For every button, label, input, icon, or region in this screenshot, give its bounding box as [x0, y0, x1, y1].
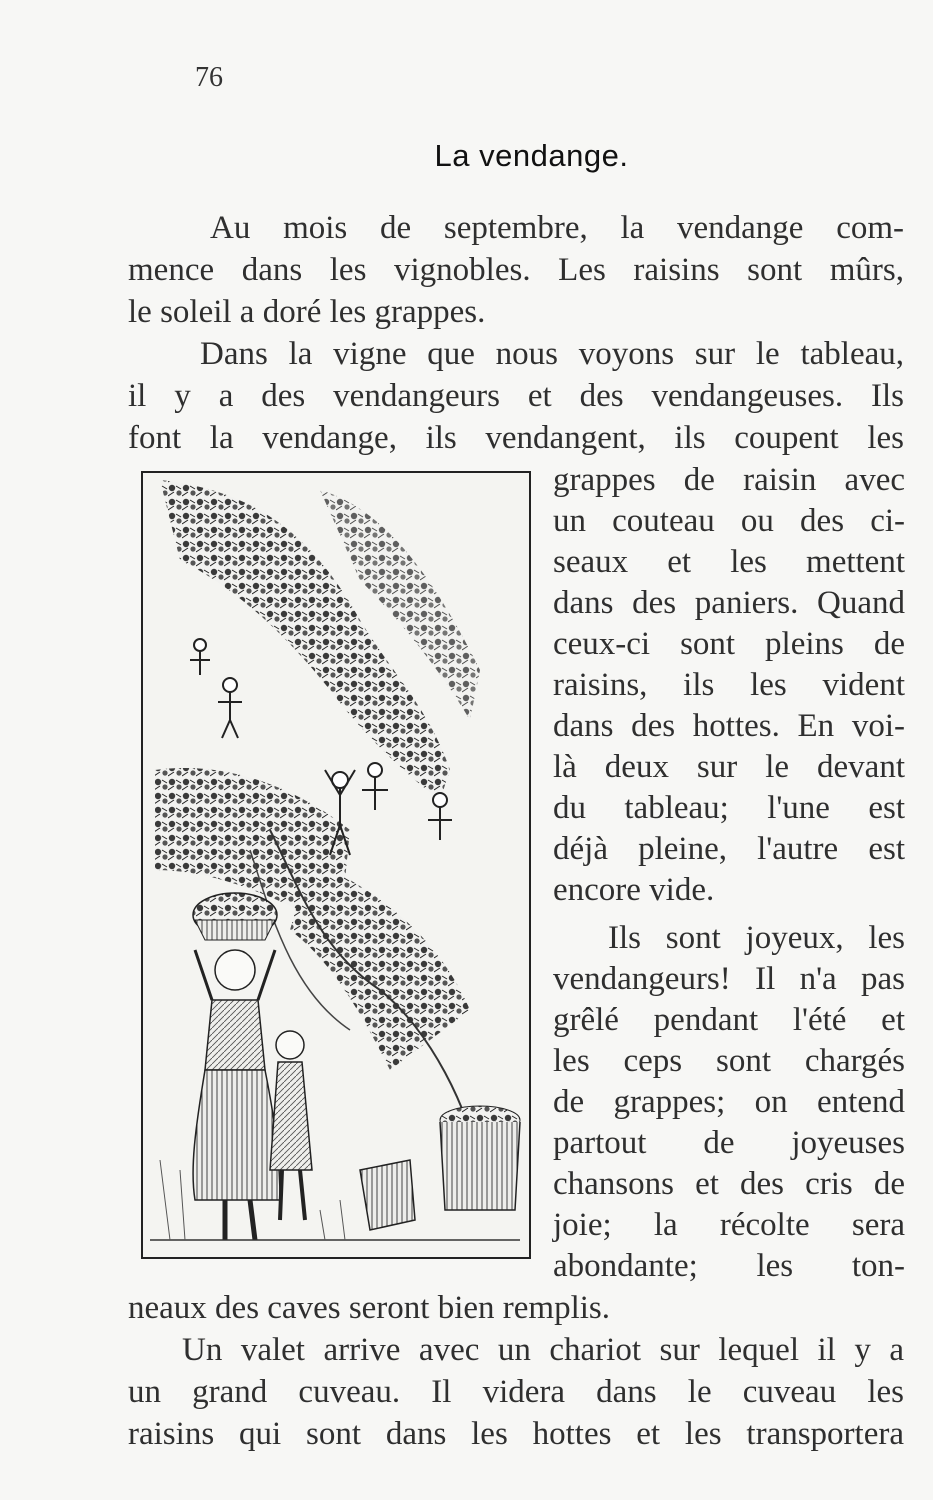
vineyard-harvest-engraving-icon: [140, 470, 532, 1260]
text-line: du tableau; l'une est: [553, 790, 905, 826]
text-line: Dans la vigne que nous voyons sur le tableau,: [200, 336, 904, 372]
text-line: déjà pleine, l'autre est: [553, 831, 905, 867]
text-line: le soleil a doré les grappes.: [128, 294, 486, 330]
text-line: dans des hottes. En voi-: [553, 708, 905, 744]
text-line: neaux des caves seront bien remplis.: [128, 1290, 611, 1326]
text-line: vendangeurs! Il n'a pas: [553, 961, 905, 997]
page-title: La vendange.: [434, 138, 629, 173]
text-line: dans des paniers. Quand: [553, 585, 905, 621]
text-line: grappes de raisin avec: [553, 462, 905, 498]
text-line: seaux et les mettent: [553, 544, 905, 580]
text-line: Un valet arrive avec un chariot sur lequel il y a: [182, 1332, 904, 1368]
text-line: grêlé pendant l'été et: [553, 1002, 905, 1038]
text-line: Au mois de septembre, la vendange com-: [210, 210, 904, 246]
text-line: un couteau ou des ci-: [553, 503, 905, 539]
text-line: encore vide.: [553, 872, 715, 908]
text-line: font la vendange, ils vendangent, ils coupent les: [128, 420, 904, 456]
text-line: les ceps sont chargés: [553, 1043, 905, 1079]
text-line: Ils sont joyeux, les: [608, 920, 905, 956]
text-line: raisins qui sont dans les hottes et les transportera: [128, 1416, 904, 1452]
text-line: il y a des vendangeurs et des vendangeuses. Ils: [128, 378, 904, 414]
text-line: partout de joyeuses: [553, 1125, 905, 1161]
page-number: 76: [195, 62, 223, 93]
text-line: un grand cuveau. Il videra dans le cuveau les: [128, 1374, 904, 1410]
text-line: chansons et des cris de: [553, 1166, 905, 1202]
text-line: abondante; les ton-: [553, 1248, 905, 1284]
text-line: là deux sur le devant: [553, 749, 905, 785]
text-line: joie; la récolte sera: [553, 1207, 905, 1243]
text-line: ceux-ci sont pleins de: [553, 626, 905, 662]
text-line: raisins, ils les vident: [553, 667, 905, 703]
text-line: mence dans les vignobles. Les raisins sont mûrs,: [128, 252, 904, 288]
text-line: de grappes; on entend: [553, 1084, 905, 1120]
